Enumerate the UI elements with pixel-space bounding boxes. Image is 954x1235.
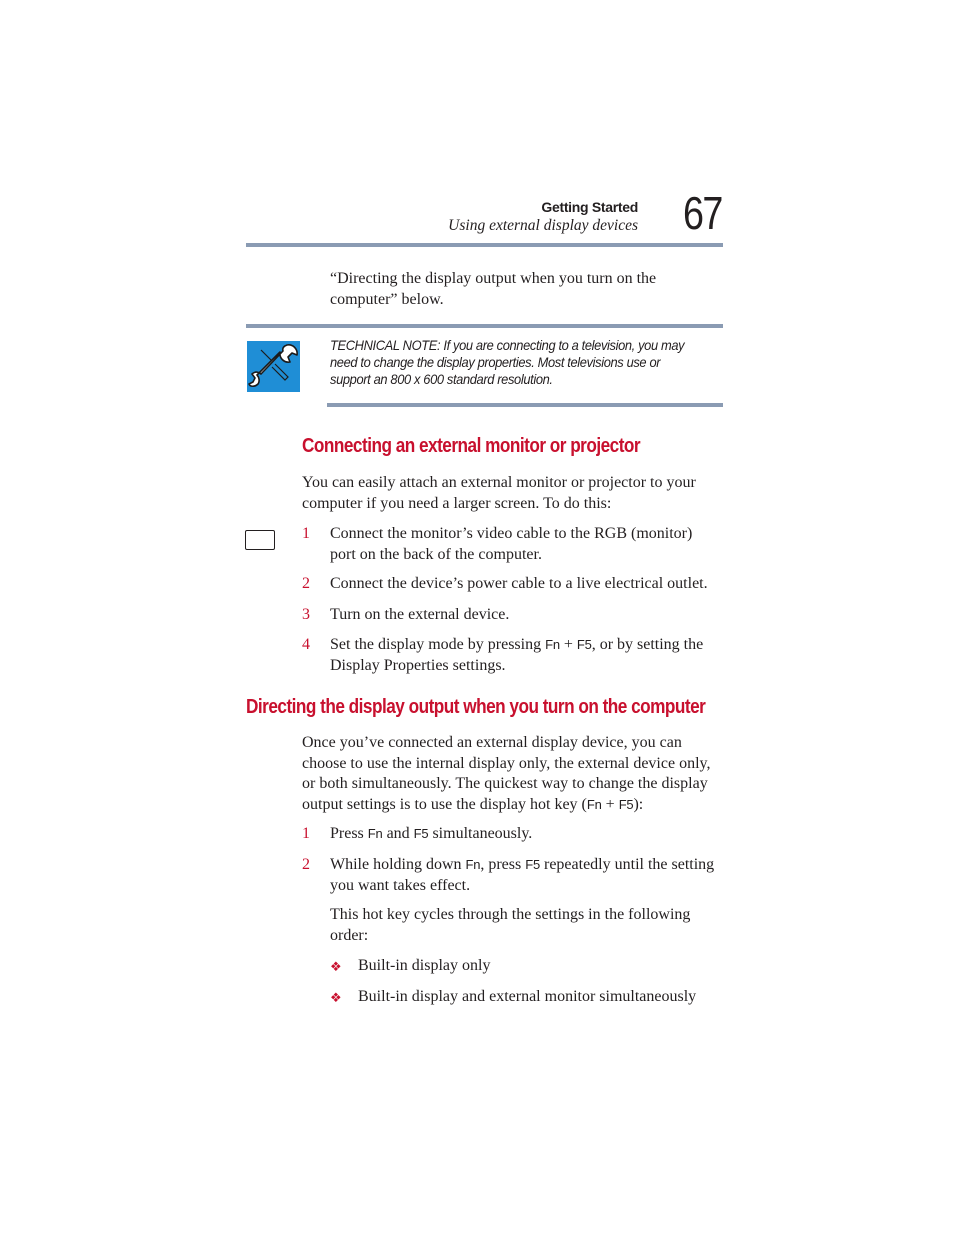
key-fn: Fn	[465, 857, 481, 872]
section-heading-directing: Directing the display output when you turn on the computer	[246, 696, 706, 718]
step-text: Connect the monitor’s video cable to the RGB (monitor) port on the back of the computer.	[330, 525, 693, 563]
step-text-mid: , press	[480, 856, 526, 873]
step-text	[330, 635, 722, 676]
step-text-pre: While holding down	[330, 856, 466, 873]
step-text-post: , or by setting the Display Properties settings.	[330, 636, 704, 674]
step-number: 4	[302, 636, 310, 653]
step-number: 2	[302, 856, 310, 873]
running-header-section: Getting Started	[541, 199, 638, 215]
step-item	[302, 605, 722, 626]
step-text	[330, 855, 722, 896]
running-header-chapter: Using external display devices	[448, 217, 638, 234]
section-heading-connecting: Connecting an external monitor or projector	[302, 435, 641, 457]
bullet-item	[330, 987, 730, 1008]
step-number: 3	[302, 606, 310, 623]
section2-intro-post: ):	[633, 795, 644, 813]
key-f5: F5	[576, 637, 592, 652]
key-fn: Fn	[367, 826, 383, 841]
intro-paragraph: “Directing the display output when you turn on the computer” below.	[330, 270, 657, 308]
step-text-pre: Press	[330, 825, 368, 842]
key-plus: +	[559, 636, 577, 653]
header-rule	[246, 243, 723, 247]
section1-intro: You can easily attach an external monitor or projector to your computer if you need a larger screen. To do this:	[302, 474, 696, 512]
step-item	[302, 524, 722, 565]
key-f5: F5	[525, 857, 540, 872]
step-item	[302, 635, 722, 676]
key-fn: Fn	[545, 637, 560, 652]
cycle-paragraph: This hot key cycles through the settings in the following order:	[330, 906, 691, 944]
page-number: 67	[683, 187, 722, 239]
bullet-text: Built-in display only	[358, 957, 491, 974]
step-text	[330, 824, 722, 845]
step-text-pre: Set the display mode by pressing	[330, 636, 546, 653]
step-number: 1	[302, 825, 310, 842]
technical-note-text: TECHNICAL NOTE: If you are connecting to a television, you may need to change the display properties. Most televisions use or support an 800 x 600 standard resolution.	[330, 337, 685, 387]
key-f5: F5	[413, 826, 429, 841]
key-fn: Fn	[586, 796, 602, 812]
step-item	[302, 574, 722, 595]
step-text-mid: and	[382, 825, 414, 842]
note-top-rule	[246, 324, 723, 328]
step-text-post: repeatedly until the setting you want takes effect.	[330, 856, 715, 894]
note-bottom-rule	[327, 403, 723, 407]
step-number: 2	[302, 575, 310, 592]
margin-box-icon	[245, 530, 275, 550]
wrench-icon	[247, 341, 300, 392]
step-item	[302, 824, 722, 845]
bullet-diamond-icon: ❖	[330, 990, 342, 1005]
step-text-post: simultaneously.	[428, 825, 533, 842]
section2-intro-pre: Once you’ve connected an external display device, you can choose to use the internal display only, the external device only, or both simultaneously. The quickest way to change the display output settings is to use the display hot key (	[302, 734, 711, 813]
key-f5: F5	[618, 796, 634, 812]
section2-intro	[302, 733, 724, 815]
step-text: Connect the device’s power cable to a live electrical outlet.	[330, 575, 708, 592]
bullet-text: Built-in display and external monitor simultaneously	[358, 988, 697, 1005]
bullet-diamond-icon: ❖	[330, 959, 342, 974]
step-text: Turn on the external device.	[330, 606, 510, 623]
step-item	[302, 855, 722, 896]
bullet-item	[330, 956, 730, 977]
key-plus: +	[601, 795, 619, 813]
step-number: 1	[302, 525, 310, 542]
